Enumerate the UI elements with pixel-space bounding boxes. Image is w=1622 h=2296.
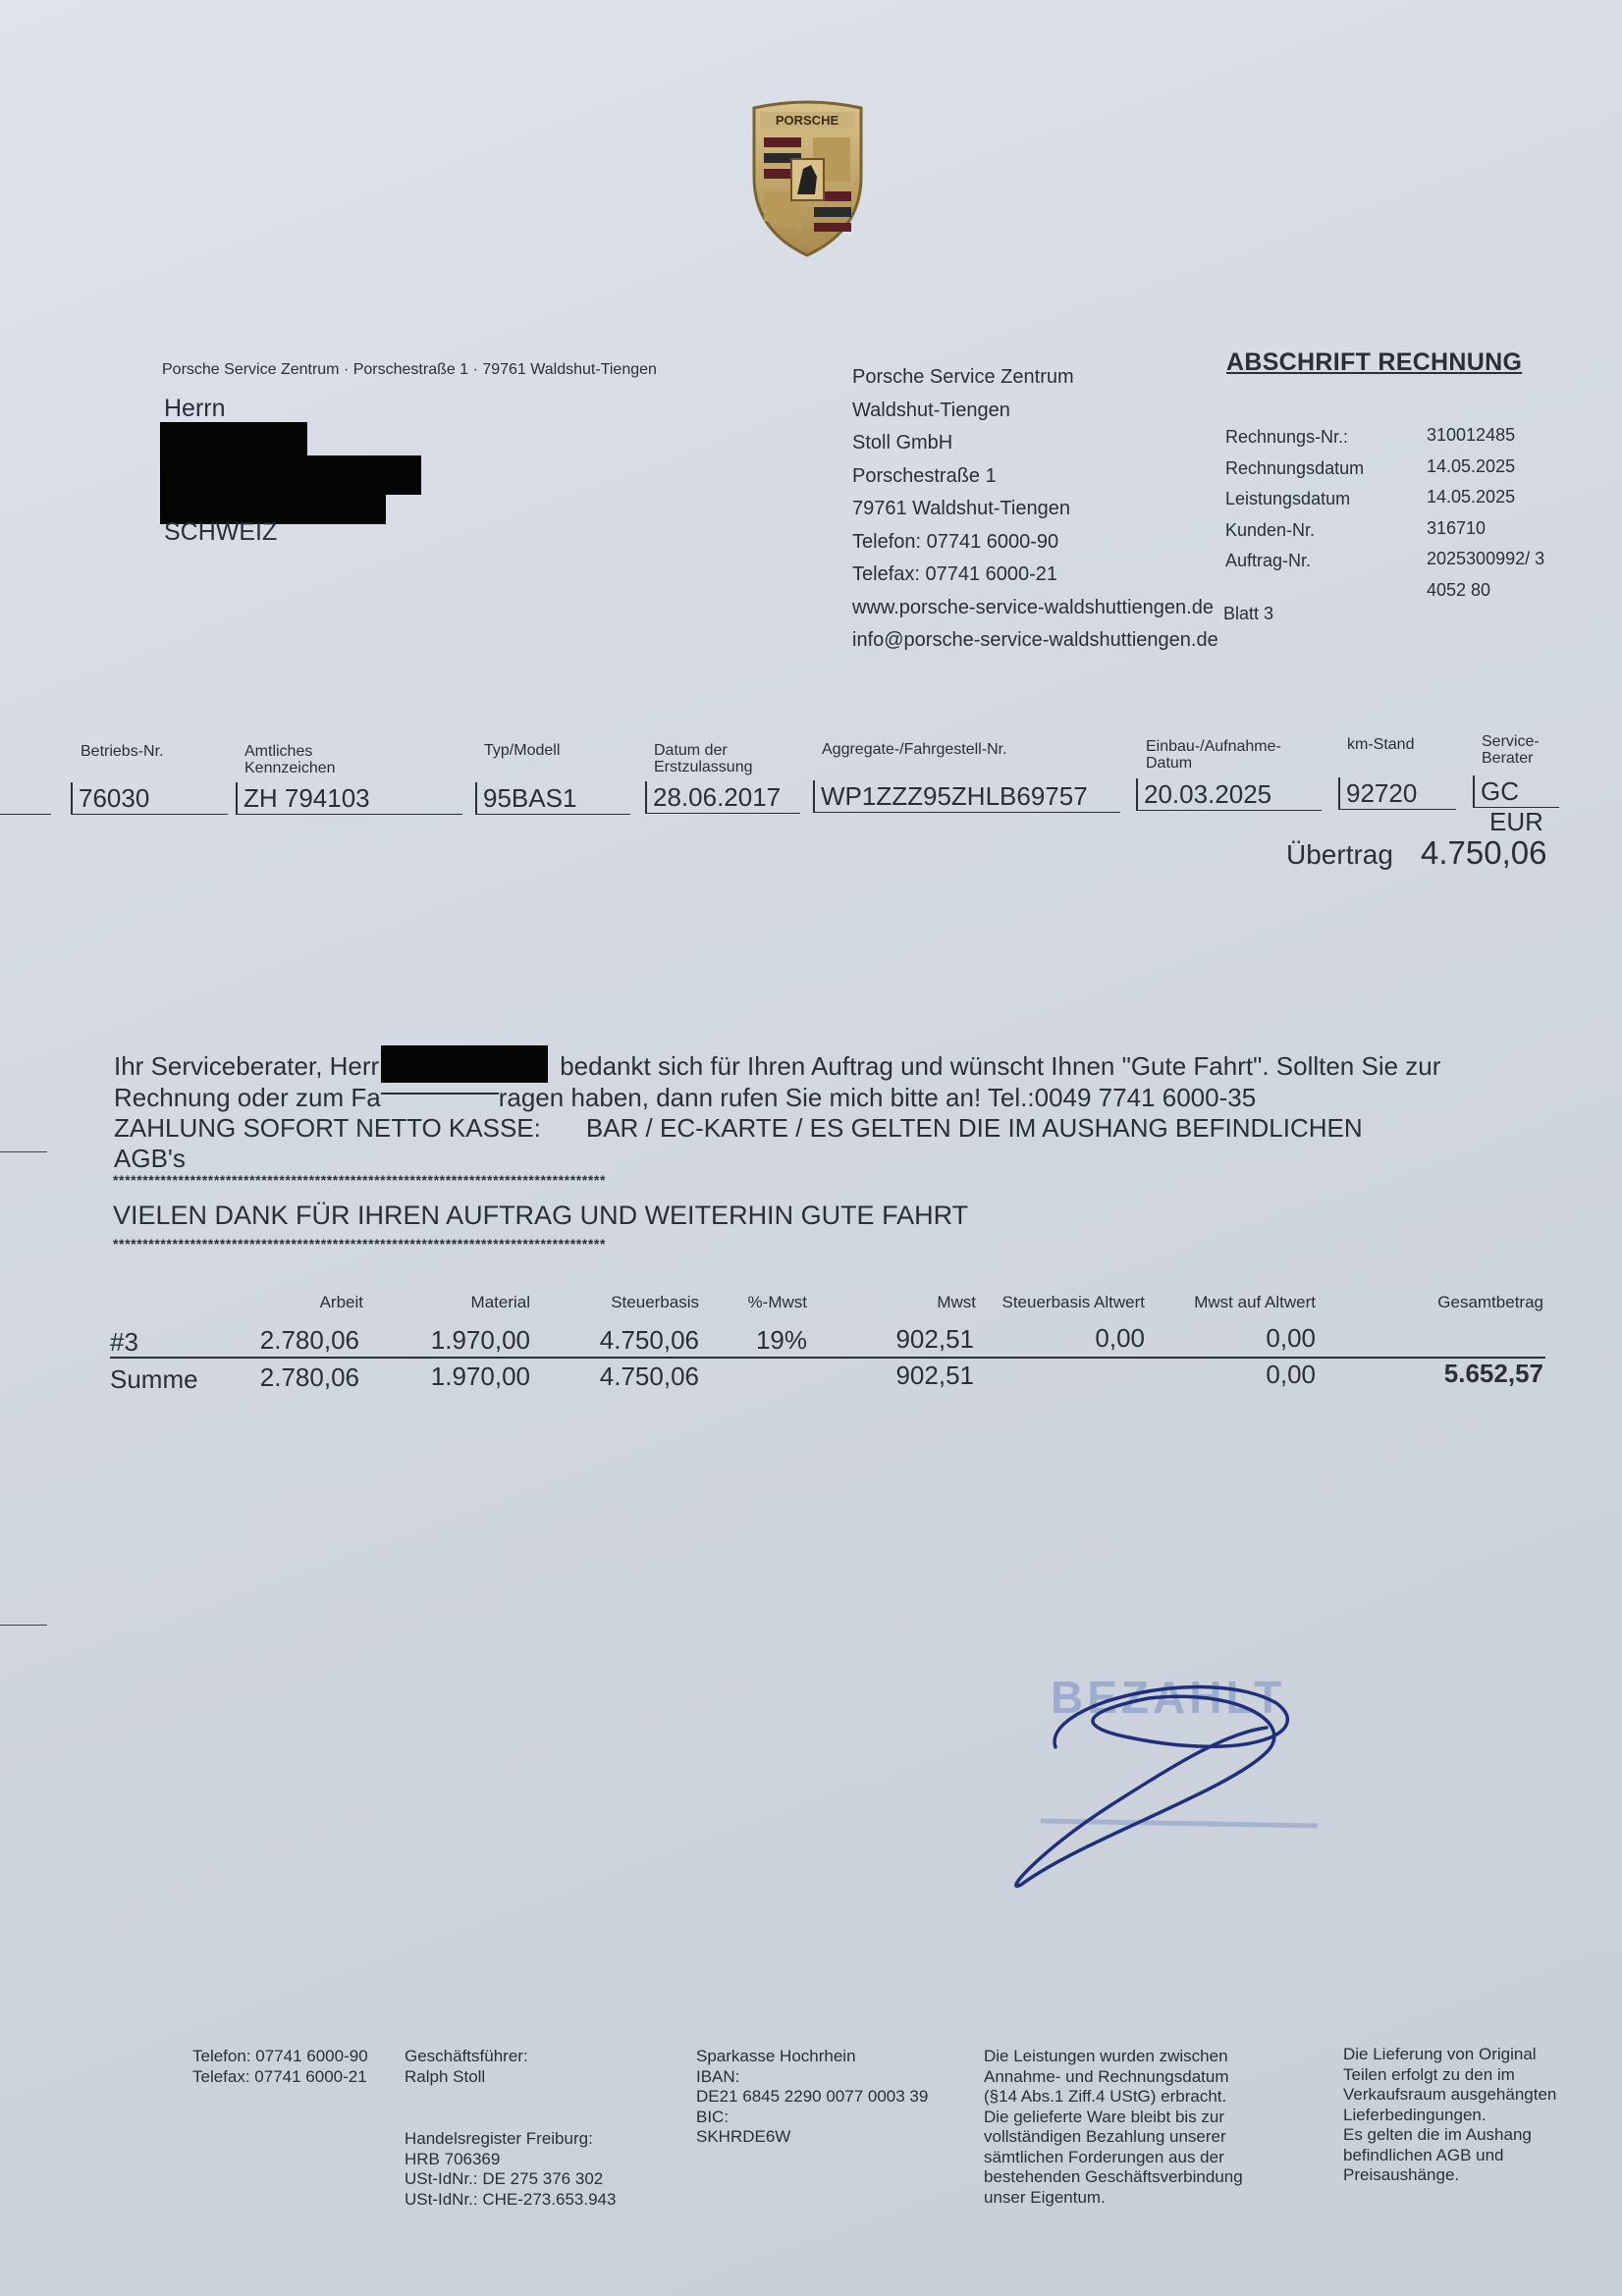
label-line: Service- [1482,733,1540,750]
company-phone: Telefon: 07741 6000-90 [852,530,1059,553]
footer-line: Preisaushänge. [1343,2165,1460,2184]
order-number-suffix: 4052 80 [1427,579,1491,600]
footer-line: Ralph Stoll [405,2066,486,2086]
footer-line: Es gelten die im Aushang [1343,2125,1532,2144]
separator-stars: *********************************************************************************** [113,1236,607,1252]
label-km-stand: km-Stand [1347,736,1415,753]
footer-line: HRB 706369 [405,2149,501,2168]
footer-phone: Telefon: 07741 6000-90 [192,2047,368,2065]
footer-delivery-terms [1343,2045,1556,2186]
advisor-notes [114,1045,1567,1174]
value-typ-modell: 95BAS1 [475,782,630,815]
invoice-meta-labels [1225,422,1364,577]
note-text: ragen haben, dann rufen Sie mich bitte an! Tel.:0049 7741 6000-35 [498,1083,1257,1112]
footer-bank [696,2047,928,2148]
col-header-mwst: Mwst [937,1293,976,1311]
fold-mark [0,1625,47,1626]
col-header-mwst-altwert: Mwst auf Altwert [1194,1293,1316,1311]
label-line: Datum [1146,755,1193,772]
cell-arbeit: 2.780,06 [259,1362,359,1392]
label-fahrgestell-nr: Aggregate-/Fahrgestell-Nr. [822,741,1007,758]
footer-line: Annahme- und Rechnungsdatum [984,2066,1229,2086]
customer-number: 316710 [1427,517,1487,538]
footer-line: Geschäftsführer: [405,2047,528,2065]
table-divider [110,1357,1545,1359]
redaction-bar [381,1045,548,1083]
company-line: Waldshut-Tiengen [852,399,1010,421]
cell-mwst: 902,51 [895,1361,974,1390]
invoice-number-label: Rechnungs-Nr.: [1225,427,1349,447]
row-label: #3 [110,1327,138,1357]
company-website: www.porsche-service-waldshuttiengen.de [852,596,1214,618]
order-number-label: Auftrag-Nr. [1225,551,1312,570]
row-label: Summe [110,1364,198,1394]
footer-management [405,2047,528,2087]
company-fax: Telefax: 07741 6000-21 [852,563,1058,585]
col-header-material: Material [470,1293,530,1311]
note-text: Ihr Serviceberater, Herr [114,1051,380,1081]
currency-label: EUR [1489,807,1543,836]
service-date-label: Leistungsdatum [1225,489,1351,508]
col-header-steuerbasis: Steuerbasis [611,1293,699,1311]
label-line: Erstzulassung [654,759,753,775]
footer-line: vollständigen Bezahlung unserer [984,2127,1226,2146]
label-line: Einbau-/Aufnahme- [1146,738,1281,755]
note-line: AGB's [114,1144,186,1173]
cell-steuerbasis: 4.750,06 [599,1325,699,1355]
footer-line: BIC: [696,2107,730,2126]
company-line: Stoll GmbH [852,432,953,454]
cell-steuerbasis: 4.750,06 [599,1362,699,1391]
redaction-bar [160,455,421,495]
cell-mwst-altwert: 0,00 [1266,1360,1316,1389]
carryover-value: 4.750,06 [1421,834,1547,871]
company-line: Porschestraße 1 [852,464,997,487]
company-line: Porsche Service Zentrum [852,366,1074,388]
footer-fax: Telefax: 07741 6000-21 [192,2066,367,2086]
value-km-stand: 92720 [1338,777,1456,810]
footer-line: bestehenden Geschäftsverbindung [984,2167,1243,2186]
cell-material: 1.970,00 [430,1325,530,1355]
sender-return-address: Porsche Service Zentrum · Porschestraße 1 · 79761 Waldshut-Tiengen [162,361,657,378]
footer-legal-note [984,2047,1243,2208]
note-line [114,1083,1567,1113]
footer-line: (§14 Abs.1 Ziff.4 UStG) erbracht. [984,2087,1227,2106]
footer-iban: DE21 6845 2290 0077 0003 39 [696,2087,929,2106]
recipient-country: SCHWEIZ [164,518,278,546]
invoice-number: 310012485 [1427,425,1516,445]
label-line: Amtliches [244,743,313,760]
footer-line: Sparkasse Hochrhein [696,2047,856,2065]
stamp-lettering: BEZAHLT [1051,1672,1286,1723]
note-line [114,1045,1567,1083]
footer-bic: SKHRDE6W [696,2127,791,2146]
recipient-salutation: Herrn [164,395,226,422]
cell-steuerbasis-altwert: 0,00 [1095,1323,1145,1353]
note-line [114,1113,1567,1144]
thank-you-line: VIELEN DANK FÜR IHREN AUFTRAG UND WEITERHIN GUTE FAHRT [113,1201,969,1230]
footer-line: Handelsregister Freiburg: [405,2129,593,2148]
cell-mwst-pct: 19% [755,1325,807,1355]
invoice-meta-values [1427,420,1544,606]
footer-line: Lieferbedingungen. [1343,2105,1487,2124]
footer-line: Die Lieferung von Original [1343,2045,1537,2063]
footer-line: IBAN: [696,2066,740,2086]
separator-stars: *********************************************************************************** [113,1172,607,1188]
obscured-text [381,1093,499,1106]
cell-mwst: 902,51 [895,1324,974,1354]
logo-lettering: PORSCHE [775,113,839,128]
col-header-steuerbasis-altwert: Steuerbasis Altwert [1001,1293,1145,1311]
label-typ-modell: Typ/Modell [484,742,561,759]
invoice-date-label: Rechnungsdatum [1225,457,1365,478]
footer-registry [405,2129,616,2210]
customer-number-label: Kunden-Nr. [1225,519,1316,540]
footer-line: befindlichen AGB und [1343,2145,1504,2164]
footer-line: sämtlichen Forderungen aus der [984,2147,1224,2166]
value-fahrgestell-nr: WP1ZZZ95ZHLB69757 [813,780,1120,813]
value-erstzulassung: 28.06.2017 [645,781,800,814]
cell-gesamtbetrag: 5.652,57 [1443,1359,1543,1388]
label-service-berater [1482,733,1540,767]
value-service-berater: GC [1473,775,1559,808]
company-line: 79761 Waldshut-Tiengen [852,498,1070,519]
service-date: 14.05.2025 [1427,487,1516,507]
value-einbau-datum: 20.03.2025 [1136,778,1322,811]
footer-line: Verkaufsraum ausgehängten [1343,2085,1557,2104]
footer-line: Teilen erfolgt zu den im [1343,2064,1515,2084]
label-betriebs-nr: Betriebs-Nr. [81,743,164,760]
sheet-number: Blatt 3 [1223,604,1274,623]
cell-material: 1.970,00 [430,1362,530,1391]
invoice-title: ABSCHRIFT RECHNUNG [1226,348,1523,376]
label-einbau-datum [1146,738,1281,772]
porsche-crest-logo [746,98,869,260]
order-number: 2025300992/ 3 [1427,549,1545,568]
cell-mwst-altwert: 0,00 [1266,1323,1316,1353]
value-kennzeichen: ZH 794103 [236,782,462,815]
company-address [852,361,1218,658]
footer-line: USt-IdNr.: CHE-273.653.943 [405,2189,617,2209]
footer-line: Die gelieferte Ware bleibt bis zur [984,2107,1225,2126]
col-header-gesamtbetrag: Gesamtbetrag [1437,1293,1543,1311]
note-text: bedankt sich für Ihren Auftrag und wünscht Ihnen "Gute Fahrt". Sollten Sie zur [560,1051,1441,1081]
note-text: ZAHLUNG SOFORT NETTO KASSE: [114,1113,541,1143]
footer-line: Die Leistungen wurden zwischen [984,2047,1228,2065]
fold-mark [0,1151,47,1152]
field-underline [0,814,51,815]
value-betriebs-nr: 76030 [71,782,228,815]
label-line: Kennzeichen [244,760,336,776]
footer-line: unser Eigentum. [984,2187,1106,2207]
col-header-mwst-pct: %-Mwst [747,1293,807,1311]
label-line: Datum der [654,742,728,759]
redaction-bar [160,422,307,457]
label-line: Berater [1482,750,1534,767]
paid-stamp-with-signature [1001,1664,1325,1890]
cell-arbeit: 2.780,06 [259,1325,359,1355]
invoice-date: 14.05.2025 [1427,455,1516,476]
footer-contact [192,2047,368,2087]
footer-line: USt-IdNr.: DE 275 376 302 [405,2169,604,2188]
carryover-label: Übertrag [1286,839,1393,870]
company-email: info@porsche-service-waldshuttiengen.de [852,629,1218,651]
note-text: Rechnung oder zum Fa [114,1083,381,1112]
label-erstzulassung [654,742,753,775]
note-text: BAR / EC-KARTE / ES GELTEN DIE IM AUSHANG BEFINDLICHEN [585,1113,1363,1143]
label-kennzeichen [244,743,336,776]
col-header-arbeit: Arbeit [319,1293,363,1311]
